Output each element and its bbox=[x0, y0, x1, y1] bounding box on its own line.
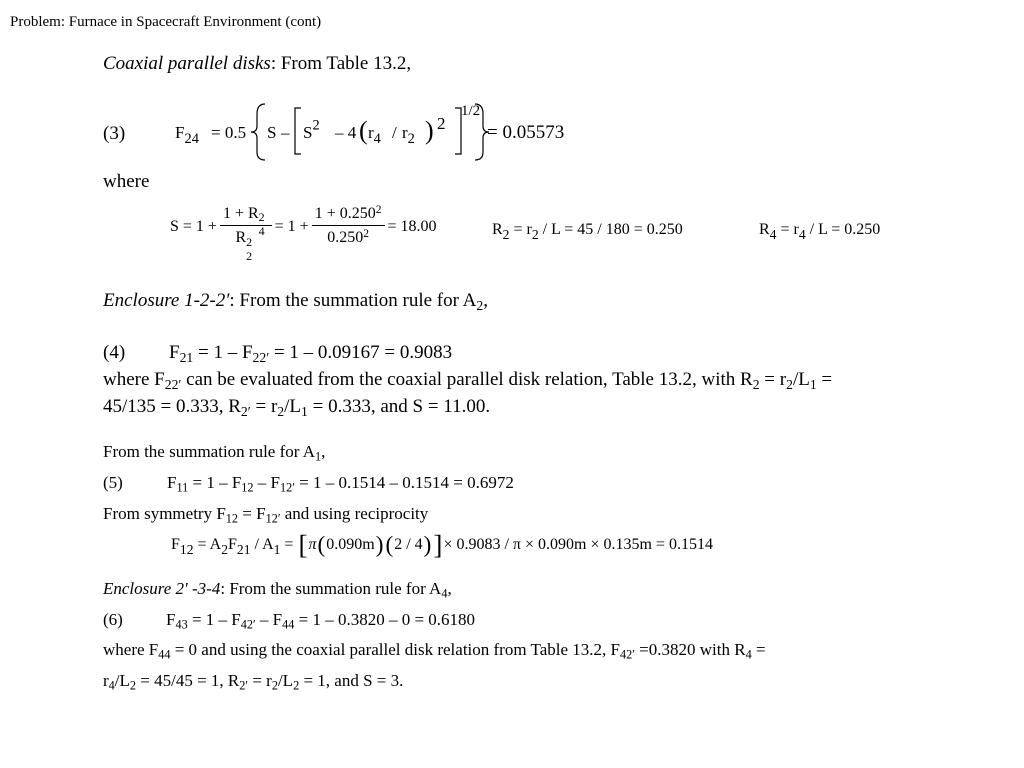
reciprocity-equation: $F_{12} = A_2F_{21} / A_1 = [\pi(0.090m)(2 / 4)]\times 0.9083 / \pi \times 0.090m \times 0.135m = 0.1514$ bbox=[171, 530, 713, 560]
equation-5: $F_{11} = 1 - F_{12} - F_{12'} = 1 - 0.1514 - 0.1514 = 0.6972$ bbox=[167, 473, 514, 495]
summation-A1-line: From the summation rule for $A_1$, bbox=[103, 442, 326, 464]
page-title: Problem: Furnace in Spacecraft Environment (cont) bbox=[10, 14, 322, 30]
enclosure-234-where-line-2: $r_4/L_2 = 45/45 = 1$, $R_{2'} = r_2/L_2 = 1$, and S = 3. bbox=[103, 671, 404, 693]
eq3-close-paren: ) bbox=[425, 116, 434, 145]
S-fraction-2 bbox=[312, 203, 385, 250]
eq3-slash: / bbox=[392, 123, 397, 142]
eq3-r2: $r_2$ bbox=[402, 123, 415, 148]
eq3-power-half: 1/2 bbox=[461, 103, 481, 119]
enclosure-234-heading: Enclosure 2′ -3-4: From the summation rule for $A_4$, bbox=[103, 579, 452, 601]
eq3-r4: $r_4$ bbox=[368, 123, 381, 148]
equation-number-6: (6) bbox=[103, 610, 123, 629]
R2-definition: $R_2 = r_2 / L = 45 / 180 = 0.250$ bbox=[492, 221, 683, 242]
S-frac2-denominator: 0.250$^2$ bbox=[327, 227, 369, 246]
symmetry-line: From symmetry $F_{12} = F_{12'}$ and using reciprocity bbox=[103, 504, 429, 526]
S-lhs: S = 1 + bbox=[170, 217, 217, 235]
eq3-S-squared: $S^2$ bbox=[303, 117, 320, 142]
enclosure-234-where-line-1: where $F_{44} = 0$ and using the coaxial parallel disk relation from Table 13.2, $F_{42'} =0.3820$ with $R_4$ = bbox=[103, 640, 766, 662]
heading-italic: Coaxial parallel disks bbox=[103, 53, 271, 74]
equation-number-3: (3) bbox=[103, 123, 126, 144]
R4-definition: $R_4 = r_4 / L = 0.250$ bbox=[759, 221, 881, 242]
S-frac2-numerator: $1 + 0.250^2$ bbox=[312, 203, 385, 226]
S-definition bbox=[170, 203, 437, 263]
where-label: where bbox=[103, 171, 150, 192]
eq3-S: S bbox=[267, 123, 277, 142]
eq3-coef: = 0.5 bbox=[211, 123, 247, 142]
S-rhs: = 18.00 bbox=[387, 217, 437, 235]
S-fraction-1 bbox=[220, 203, 272, 263]
coaxial-disks-heading bbox=[103, 53, 411, 75]
S-frac1-numerator: 1 + R 2 4 bbox=[220, 203, 272, 226]
eq3-minus4: – 4 bbox=[335, 123, 357, 142]
equation-number-5: (5) bbox=[103, 473, 123, 492]
eq3-open-paren: ( bbox=[359, 116, 368, 145]
left-square-bracket bbox=[295, 108, 301, 154]
equation-4: $F_{21} = 1 - F_{22'} = 1 - 0.09167 = 0.9083$ bbox=[169, 342, 453, 365]
left-brace bbox=[251, 104, 265, 160]
S-mid: = 1 + bbox=[274, 217, 309, 235]
eq3-F: $F_{24}$ bbox=[175, 123, 199, 148]
equation-6: $F_{43} = 1 - F_{42'} - F_{44} = 1 - 0.3820 - 0 = 0.6180$ bbox=[166, 610, 476, 632]
eq3-power-2: 2 bbox=[437, 114, 446, 133]
enclosure-122-where-line-2: 45/135 = 0.333, $R_{2'} = r_2/L_1 = 0.333$, and S = 11.00. bbox=[103, 396, 491, 419]
enclosure-122-heading: Enclosure 1-2-2′: From the summation rule for $A_2$, bbox=[103, 290, 488, 313]
equation-number-4: (4) bbox=[103, 342, 126, 363]
eq3-result: = 0.05573 bbox=[487, 122, 565, 143]
eq3-minus: – bbox=[281, 123, 290, 142]
enclosure-122-where-line-1: where $F_{22'}$ can be evaluated from the coaxial parallel disk relation, Table 13.2, with $R_2 = r_2/L_1$ = bbox=[103, 369, 833, 392]
S-frac1-denominator: R 2 2 bbox=[235, 229, 253, 263]
heading-rest: : From Table 13.2, bbox=[270, 53, 412, 74]
